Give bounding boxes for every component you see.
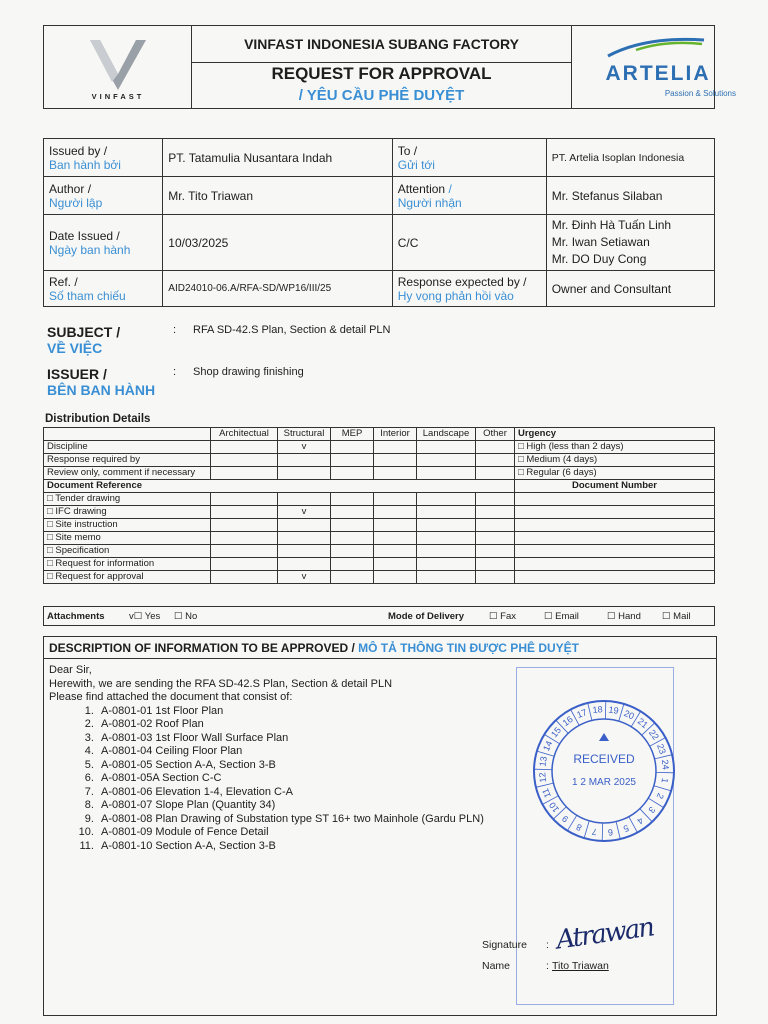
attachments-row	[43, 606, 715, 626]
info-table	[43, 138, 715, 307]
delivery-fax[interactable]: ☐ Fax	[489, 611, 516, 622]
document-header	[43, 25, 736, 109]
stamp-ring-number: 10	[547, 800, 562, 815]
distribution-table	[43, 427, 715, 584]
title-block	[192, 26, 572, 108]
stamp-received-text: RECEIVED	[573, 752, 635, 766]
col-interior: Interior	[374, 428, 417, 441]
attachments-label: Attachments	[47, 611, 105, 622]
stamp-ring-number: 4	[635, 815, 646, 827]
vinfast-v-icon	[88, 36, 148, 92]
vinfast-wordmark: VINFAST	[91, 92, 145, 101]
check-mark: v	[278, 506, 331, 519]
stamp-ring-number: 23	[655, 742, 668, 756]
row-discipline: Discipline	[44, 441, 211, 454]
list-item: 4. A-0801-04 Ceiling Floor Plan	[97, 745, 484, 759]
attachments-yes[interactable]: v☐ Yes	[129, 611, 161, 622]
to-label: To / Gửi tới	[392, 139, 546, 177]
issuer-label: ISSUER / BÊN BAN HÀNH	[47, 366, 156, 398]
stamp-date-text: 1 2 MAR 2025	[572, 777, 636, 788]
distribution-title: Distribution Details	[45, 413, 151, 425]
list-item: 7. A-0801-06 Elevation 1-4, Elevation C-A	[97, 786, 484, 800]
list-item: 9. A-0801-08 Plan Drawing of Substation type ST 16+ two Mainhole (Gardu PLN)	[97, 813, 484, 827]
ref-label: Ref. / Số tham chiếu	[44, 271, 163, 307]
author-label: Author / Người lập	[44, 177, 163, 215]
stamp-ring-number: 2	[654, 791, 666, 801]
table-row	[44, 493, 715, 506]
table-row	[44, 441, 715, 454]
col-other: Other	[476, 428, 515, 441]
author-value: Mr. Tito Triawan	[163, 177, 392, 215]
subject-value: RFA SD-42.S Plan, Section & detail PLN	[193, 324, 391, 336]
stamp-ring-number: 19	[607, 704, 620, 716]
col-architectual: Architectual	[211, 428, 278, 441]
list-item: 2. A-0801-02 Roof Plan	[97, 718, 484, 732]
stamp-ring-number: 21	[635, 716, 650, 731]
doc-ref-label: Document Reference	[44, 480, 515, 493]
stamp-ring-number: 24	[659, 759, 671, 771]
artelia-logo	[572, 26, 736, 108]
table-row	[44, 519, 715, 532]
artelia-swoosh-icon	[606, 36, 706, 58]
to-value: PT. Artelia Isoplan Indonesia	[546, 139, 714, 177]
stamp-ring-number: 22	[646, 727, 661, 742]
stamp-ring-number: 9	[560, 813, 571, 825]
list-item: 10. A-0801-09 Module of Fence Detail	[97, 826, 484, 840]
delivery-email[interactable]: ☐ Email	[544, 611, 579, 622]
stamp-ring-divider	[616, 822, 620, 840]
response-label: Response expected by / Hy vọng phản hồi vào	[392, 271, 546, 307]
doc-ref-site-instruction[interactable]: □ Site instruction	[44, 519, 211, 532]
col-landscape: Landscape	[417, 428, 476, 441]
stamp-ring-divider	[619, 704, 624, 721]
stamp-ring-number: 18	[592, 704, 604, 716]
stamp-ring-number: 1	[659, 777, 671, 784]
stamp-ring-number: 12	[537, 771, 549, 783]
stamp-ring-number: 14	[541, 739, 555, 753]
artelia-wordmark: ARTELIA	[605, 62, 711, 85]
doc-ref-site-memo[interactable]: □ Site memo	[44, 532, 211, 545]
stamp-ring-number: 5	[621, 822, 631, 835]
stamp-ring-number: 8	[574, 821, 584, 833]
list-item: 11. A-0801-10 Section A-A, Section 3-B	[97, 840, 484, 854]
doc-ref-rfa[interactable]: □ Request for approval	[44, 571, 211, 584]
date-value: 10/03/2025	[163, 215, 392, 271]
date-label: Date Issued / Ngày ban hành	[44, 215, 163, 271]
name-colon: :	[546, 960, 549, 972]
urgency-high[interactable]: □ High (less than 2 days)	[515, 441, 715, 454]
stamp-ring-number: 13	[537, 755, 549, 768]
doc-ref-ifc[interactable]: □ IFC drawing	[44, 506, 211, 519]
doc-number-label: Document Number	[515, 480, 715, 493]
stamp-ring-number: 15	[549, 725, 564, 740]
attention-value: Mr. Stefanus Silaban	[546, 177, 714, 215]
doc-ref-specification[interactable]: □ Specification	[44, 545, 211, 558]
list-item: 1. A-0801-01 1st Floor Plan	[97, 705, 484, 719]
table-row	[44, 428, 715, 441]
cc-value: Mr. Đinh Hà Tuấn Linh Mr. Iwan Setiawan Mr. DO Duy Cong	[546, 215, 714, 271]
greeting: Dear Sir,	[49, 664, 92, 676]
table-row	[44, 215, 715, 271]
signature-label: Signature	[482, 939, 527, 951]
stamp-ring-divider	[584, 821, 589, 838]
title-en: REQUEST FOR APPROVAL	[271, 64, 492, 83]
delivery-hand[interactable]: ☐ Hand	[607, 611, 641, 622]
subject-label: SUBJECT / VỀ VIỆC	[47, 324, 121, 356]
received-stamp	[530, 697, 678, 845]
check-mark: v	[278, 571, 331, 584]
table-row	[44, 545, 715, 558]
doc-ref-rfi[interactable]: □ Request for information	[44, 558, 211, 571]
list-item: 8. A-0801-07 Slope Plan (Quantity 34)	[97, 799, 484, 813]
table-row	[44, 271, 715, 307]
drawing-list	[49, 705, 484, 854]
urgency-regular[interactable]: □ Regular (6 days)	[515, 467, 715, 480]
stamp-ring-number: 3	[646, 804, 658, 815]
stamp-ring-number: 6	[607, 827, 614, 838]
issued-by-value: PT. Tatamulia Nusantara Indah	[163, 139, 392, 177]
signer-name: Tito Triawan	[552, 960, 609, 972]
cc-label: C/C	[392, 215, 546, 271]
issuer-value: Shop drawing finishing	[193, 366, 304, 378]
doc-ref-tender[interactable]: □ Tender drawing	[44, 493, 211, 506]
attachments-no[interactable]: ☐ No	[174, 611, 198, 622]
table-row	[44, 177, 715, 215]
stamp-ring-number: 17	[575, 707, 589, 720]
list-item: 5. A-0801-05 Section A-A, Section 3-B	[97, 759, 484, 773]
signature-colon: :	[546, 939, 549, 951]
table-row	[44, 480, 715, 493]
issuer-colon: :	[173, 366, 177, 378]
table-row	[44, 532, 715, 545]
title-vi: / YÊU CẦU PHÊ DUYỆT	[298, 87, 465, 104]
factory-name: VINFAST INDONESIA SUBANG FACTORY	[192, 26, 571, 63]
col-structural: Structural	[278, 428, 331, 441]
table-row	[44, 467, 715, 480]
check-mark: v	[278, 441, 331, 454]
row-review-only: Review only, comment if necessary	[44, 467, 211, 480]
stamp-ring-number: 11	[540, 786, 553, 800]
col-mep: MEP	[331, 428, 374, 441]
table-row	[44, 506, 715, 519]
stamp-ring-divider	[654, 786, 671, 791]
response-value: Owner and Consultant	[546, 271, 714, 307]
table-row	[44, 139, 715, 177]
attention-label: Attention / Người nhận	[392, 177, 546, 215]
description-body	[49, 664, 484, 853]
urgency-medium[interactable]: □ Medium (4 days)	[515, 454, 715, 467]
handwritten-signature: Atrawan	[554, 912, 655, 956]
delivery-mail[interactable]: ☐ Mail	[662, 611, 691, 622]
delivery-label: Mode of Delivery	[388, 611, 465, 622]
ref-value: AID24010-06.A/RFA-SD/WP16/III/25	[163, 271, 392, 307]
intro-line-1: Herewith, we are sending the RFA SD-42.S Plan, Section & detail PLN	[49, 677, 393, 690]
row-response-required: Response required by	[44, 454, 211, 467]
subject-colon: :	[173, 324, 177, 336]
list-item: 3. A-0801-03 1st Floor Wall Surface Plan	[97, 732, 484, 746]
urgency-label: Urgency	[515, 428, 715, 441]
table-row	[44, 454, 715, 467]
issued-by-label: Issued by / Ban hành bởi	[44, 139, 163, 177]
stamp-ring-divider	[537, 751, 554, 756]
list-item: 6. A-0801-05A Section C-C	[97, 772, 484, 786]
stamp-ring-number: 7	[591, 826, 598, 838]
intro-line-2: Please find attached the document that consist of:	[49, 691, 293, 703]
table-row	[44, 571, 715, 584]
table-row	[44, 558, 715, 571]
description-box	[43, 636, 717, 1016]
name-label: Name	[482, 960, 511, 972]
artelia-tagline: Passion & Solutions	[664, 89, 736, 98]
stamp-ring-number: 20	[622, 708, 636, 722]
stamp-ring-number: 16	[560, 714, 575, 729]
description-title: DESCRIPTION OF INFORMATION TO BE APPROVED / MÔ TẢ THÔNG TIN ĐƯỢC PHÊ DUYỆT	[44, 637, 716, 659]
vinfast-logo	[44, 26, 192, 108]
